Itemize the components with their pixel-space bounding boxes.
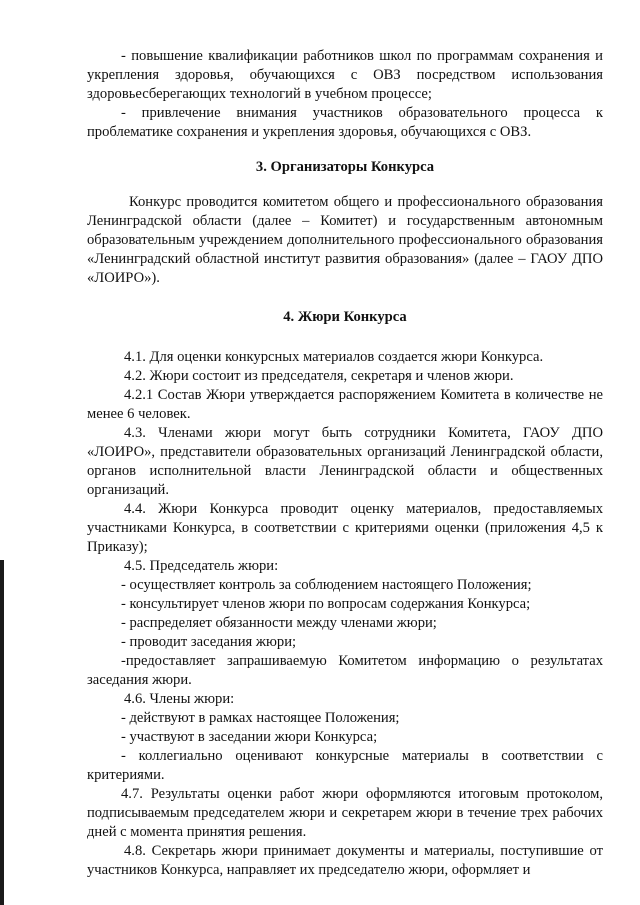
chair-duty-item: - проводит заседания жюри; xyxy=(121,634,297,650)
chair-duty-item: - осуществляет контроль за соблюдением настоящего Положения; xyxy=(121,577,532,593)
clause-4-5-title: 4.5. Председатель жюри: xyxy=(124,558,279,574)
clause-4-7: 4.7. Результаты оценки работ жюри оформляются итоговым протоколом, подписываемым председателем жюри и секретарем жюри в течение трех рабочих дней с момента принятия решения. xyxy=(87,786,603,840)
intro-bullet-2: - привлечение внимания участников образовательного процесса к проблематике сохранения и укрепления здоровья, обучающихся с ОВЗ. xyxy=(87,105,603,140)
section-4-heading: 4. Жюри Конкурса xyxy=(283,309,407,325)
member-duty-item: - действуют в рамках настоящее Положения; xyxy=(121,710,400,726)
scan-edge-shadow xyxy=(0,560,4,905)
clause-4-1: 4.1. Для оценки конкурсных материалов создается жюри Конкурса. xyxy=(124,349,544,365)
section-3-paragraph: Конкурс проводится комитетом общего и профессионального образования Ленинградской области (далее – Комитет) и государственным автономным образовательным учреждением дополнительного профессионального образования «Ленинградский областной институт развития образования» (далее – ГАОУ ДПО «ЛОИРО»). xyxy=(87,194,603,286)
intro-bullet-1: - повышение квалификации работников школ по программам сохранения и укрепления здоровья, обучающихся с ОВЗ посредством использования здоровьесберегающих технологий в учебном процессе; xyxy=(87,48,603,102)
clause-4-2: 4.2. Жюри состоит из председателя, секретаря и членов жюри. xyxy=(124,368,514,384)
section-3-heading: 3. Организаторы Конкурса xyxy=(255,159,435,175)
clause-4-3: 4.3. Членами жюри могут быть сотрудники Комитета, ГАОУ ДПО «ЛОИРО», представители образовательных организаций Ленинградской области, органов исполнительной власти Ленинградской области и общественных организаций. xyxy=(87,425,603,498)
document-body xyxy=(87,47,603,880)
clause-4-4: 4.4. Жюри Конкурса проводит оценку материалов, предоставляемых участниками Конкурса, в соответствии с критериями оценки (приложения 4,5 к Приказу); xyxy=(87,501,603,555)
clause-4-6-title: 4.6. Члены жюри: xyxy=(124,691,235,707)
clause-4-2-1: 4.2.1 Состав Жюри утверждается распоряжением Комитета в количестве не менее 6 человек. xyxy=(87,387,603,422)
chair-duty-item: -предоставляет запрашиваемую Комитетом информацию о результатах заседания жюри. xyxy=(87,653,603,688)
member-duty-item: - участвуют в заседании жюри Конкурса; xyxy=(121,729,378,745)
chair-duty-item: - распределяет обязанности между членами жюри; xyxy=(121,615,437,631)
chair-duty-item: - консультирует членов жюри по вопросам содержания Конкурса; xyxy=(121,596,531,612)
member-duty-item: - коллегиально оценивают конкурсные материалы в соответствии с критериями. xyxy=(87,748,603,783)
clause-4-8: 4.8. Секретарь жюри принимает документы и материалы, поступившие от участников Конкурса, направляет их председателю жюри, оформляет и xyxy=(87,843,603,878)
